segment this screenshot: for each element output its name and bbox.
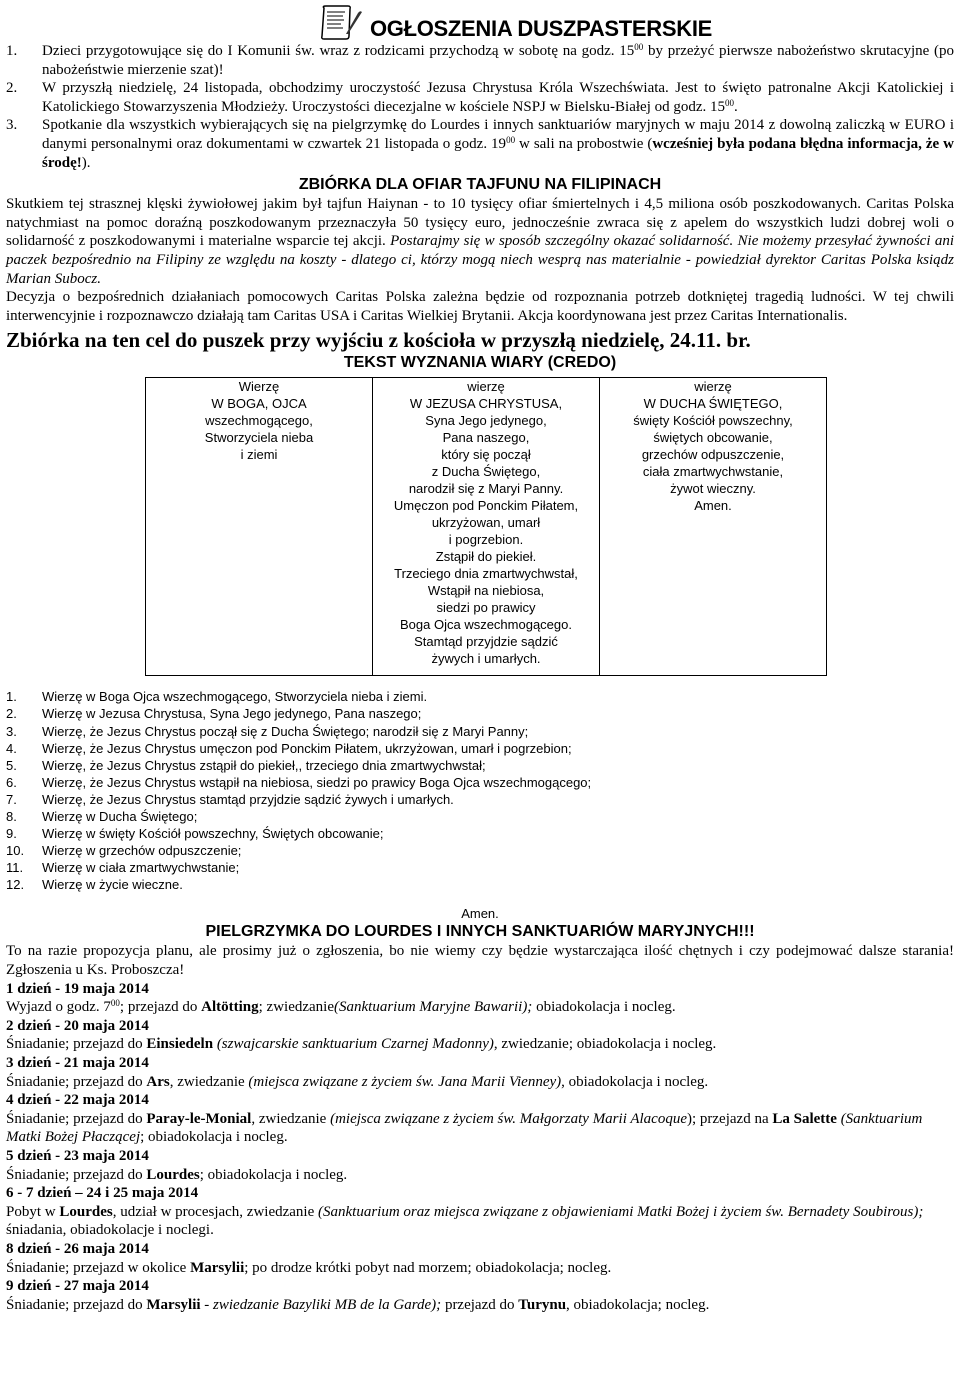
superscript: 00 <box>506 134 516 145</box>
item-text: Wierzę, że Jezus Chrystus umęczon pod Ponckim Piłatem, ukrzyżowan, umarł i pogrzebion; <box>42 740 572 756</box>
creed-item <box>6 859 954 876</box>
text-run: (Sanktuarium oraz miejsca związane z objawieniami Matki Bożej i życiem św. Bernadety Soubirous); <box>318 1203 924 1220</box>
item-text: Wierzę w grzechów odpuszczenie; <box>42 843 242 859</box>
credo-line: wierzę <box>467 379 505 395</box>
credo-column <box>600 378 827 676</box>
superscript: 00 <box>725 97 735 108</box>
text-run: obiadokolacja i nocleg. <box>532 999 676 1016</box>
credo-line: Wierzę <box>238 379 280 395</box>
text-run: , obiadokolacja i nocleg. <box>561 1073 709 1090</box>
text-run: Pobyt w <box>6 1203 60 1220</box>
day-description <box>6 998 954 1017</box>
day-description <box>6 1073 954 1092</box>
day-title: 1 dzień - 19 maja 2014 <box>6 980 149 997</box>
day-description <box>6 1035 954 1054</box>
credo-line: Stamtąd przyjdzie sądzić <box>414 634 558 650</box>
text-run: ; zwiedzanie <box>258 999 334 1016</box>
credo-line: Stworzyciela nieba <box>204 430 314 446</box>
itinerary <box>6 980 954 1315</box>
item-text: Wierzę w Ducha Świętego; <box>42 808 198 824</box>
text-run: Śniadanie; przejazd do <box>6 1036 147 1053</box>
credo-line: Wstąpił na niebiosa, <box>427 583 545 599</box>
day-title: 9 dzień - 27 maja 2014 <box>6 1278 149 1295</box>
item-text: Wierzę, że Jezus Chrystus stamtąd przyjdzie sądzić żywych i umarłych. <box>42 791 454 807</box>
announcements-list <box>6 42 954 172</box>
text-run: (miejsca związane z życiem św. Małgorzaty Marii Alacoque <box>330 1110 687 1127</box>
credo-line: Umęczon pod Ponckim Piłatem, <box>393 498 579 514</box>
item-number: 3. <box>6 117 18 134</box>
text-run: Śniadanie; przejazd do <box>6 1073 147 1090</box>
day-description <box>6 1110 954 1147</box>
day-title: 5 dzień - 23 maja 2014 <box>6 1147 149 1164</box>
item-text: Wierzę w święty Kościół powszechny, Świętych obcowanie; <box>42 826 384 842</box>
creed-item <box>6 723 954 740</box>
text-run: Marsylii <box>190 1259 245 1276</box>
text-run: Śniadanie; przejazd do <box>6 1296 147 1313</box>
credo-line: świętych obcowanie, <box>653 430 773 446</box>
day-description <box>6 1259 954 1278</box>
credo-column <box>146 378 373 676</box>
item-number: 11. <box>6 860 24 876</box>
credo-line: i ziemi <box>240 447 278 463</box>
superscript: 00 <box>634 42 644 52</box>
credo-line: który się począł <box>441 447 531 463</box>
creed-item <box>6 791 954 808</box>
credo-line: z Ducha Świętego, <box>431 464 541 480</box>
text-run: Turynu <box>518 1296 567 1313</box>
text-run: . <box>734 98 738 115</box>
item-number: 1. <box>6 689 17 705</box>
typhoon-heading: ZBIÓRKA DLA OFIAR TAJFUNU NA FILIPINACH <box>298 176 662 194</box>
day-title: 3 dzień - 21 maja 2014 <box>6 1055 149 1071</box>
text-run: , zwiedzanie; obiadokolacja i nocleg. <box>493 1036 717 1053</box>
creed-item <box>6 876 954 893</box>
announcement-item <box>6 42 954 79</box>
text-run: W przyszłą niedzielę, 24 listopada, obchodzimy uroczystość Jezusa Chrystusa Króla Wszechświata. Jest to święto patronalne Akcji Katolickiej i Katolickiego Stowarzyszenia Młodzieży. Uroczystości diecezjalne w kościele NSPJ w Bielsku-Białej od godz. 15 <box>42 80 954 115</box>
credo-line: ciała zmartwychwstanie, <box>642 464 784 480</box>
page-title: OGŁOSZENIA DUSZPASTERSKIE <box>369 16 713 41</box>
text-run: Skutkiem tej strasznej klęski żywiołowej jakim był tajfun Haiynan - to 10 tysięcy ofiar śmiertelnych i 4,5 miliona osób poszkodowanych. Caritas Polska natychmiast na pomoc doraźną poszkodowanym przeznaczyła 50 tysięcy euro, jednocześnie zwraca się z apelem do wszystkich ludzi dobrej woli o solidarność z poszkodowanymi i materialne wsparcie tej akcji. <box>6 196 954 250</box>
day-title: 8 dzień - 26 maja 2014 <box>6 1240 149 1257</box>
credo-line: Trzeciego dnia zmartwychwstał, <box>394 566 578 582</box>
credo-line: wierzę <box>694 379 732 395</box>
item-number: 3. <box>6 723 17 739</box>
creed-item <box>6 825 954 842</box>
creed-item <box>6 808 954 825</box>
text-run: ; obiadokolacja i nocleg. <box>140 1129 288 1146</box>
item-number: 7. <box>6 791 17 807</box>
credo-column <box>373 378 600 676</box>
credo-heading: TEKST WYZNANIA WIARY (CREDO) <box>343 354 617 372</box>
credo-line: W JEZUSA CHRYSTUSA, <box>409 396 563 412</box>
item-number: 6. <box>6 774 17 790</box>
text-run: La Salette <box>772 1110 837 1127</box>
item-text: Wierzę, że Jezus Chrystus zstąpił do piekieł,, trzeciego dnia zmartwychwstał; <box>42 757 486 773</box>
collection-notice: Zbiórka na ten cel do puszek przy wyjściu z kościoła w przyszłą niedzielę, 24.11. br. <box>6 328 751 353</box>
creed-item <box>6 740 954 757</box>
credo-line: narodził się z Maryi Panny. <box>408 481 564 497</box>
announcement-item <box>6 79 954 116</box>
pilgrimage-heading: PIELGRZYMKA DO LOURDES I INNYCH SANKTUARIÓW MARYJNYCH!!! <box>205 923 755 941</box>
pilgrimage-intro: To na razie propozycja planu, ale prosimy już o zgłoszenia, bo nie wiemy czy będzie wystarczająca ilość chętnych i czy podejmować dalsze starania! Zgłoszenia u Ks. Proboszcza! <box>6 943 954 979</box>
credo-line: i pogrzebion. <box>448 532 524 548</box>
credo-line: Boga Ojca wszechmogącego. <box>400 617 572 633</box>
text-run: Postarajmy się w sposób szczególny okazać solidarność. Nie możemy przesyłać żywności ani paczek bezpośrednio na Filipiny ze względu na koszty - dlatego ci, którzy mogą niech wesprą nas materialnie - powiedział dyrektor Caritas Polska ksiądz Marian Subocz. <box>6 233 954 287</box>
credo-line: żywych i umarłych. <box>431 651 541 667</box>
text-run: Marsylii <box>146 1296 201 1313</box>
item-number: 2. <box>6 706 17 722</box>
text-run: - <box>200 1296 214 1313</box>
text-run: śniadania, obiadokolacje i noclegi. <box>6 1222 214 1239</box>
credo-line: Zstąpił do piekieł. <box>435 549 537 565</box>
item-number: 8. <box>6 808 17 824</box>
day-title: 2 dzień - 20 maja 2014 <box>6 1017 149 1034</box>
text-run: Śniadanie; przejazd do <box>6 1110 147 1127</box>
text-run: ). <box>81 154 91 171</box>
day-description <box>6 1296 954 1315</box>
creed-list <box>6 688 954 893</box>
text-run: (miejsca związane z życiem św. Jana Marii Vienney) <box>248 1073 562 1090</box>
text-run: Lourdes <box>59 1203 113 1220</box>
day-title: 6 - 7 dzień – 24 i 25 maja 2014 <box>6 1185 199 1202</box>
item-text: Wierzę w życie wieczne. <box>42 877 183 893</box>
credo-line: Syna Jego jedynego, <box>425 413 547 429</box>
text-run: zwiedzanie Bazyliki MB de la Garde); <box>213 1296 442 1313</box>
credo-line: ukrzyżowan, umarł <box>431 515 541 531</box>
text-run: wcześniej była podana błędna informacja, że w środę! <box>42 135 955 171</box>
item-text: Wierzę w Jezusa Chrystusa, Syna Jego jedynego, Pana naszego; <box>42 706 422 722</box>
day-description <box>6 1203 954 1240</box>
creed-item <box>6 757 954 774</box>
item-number: 1. <box>6 43 18 59</box>
text-run: przejazd do <box>441 1296 519 1313</box>
credo-line: żywot wieczny. <box>670 481 756 497</box>
text-run: ; obiadokolacja i nocleg. <box>199 1166 348 1183</box>
item-number: 5. <box>6 757 17 773</box>
text-run: Dzieci przygotowujące się do I Komunii św. wraz z rodzicami przychodzą w sobotę na godz. 15 <box>42 43 635 59</box>
creed-item <box>6 688 954 705</box>
item-number: 12. <box>6 877 25 893</box>
text-run: , obiadokolacja; nocleg. <box>566 1296 710 1313</box>
credo-line: Amen. <box>694 498 732 514</box>
item-text: Wierzę, że Jezus Chrystus począł się z Ducha Świętego; narodził się z Maryi Panny; <box>42 723 529 739</box>
text-run: ; po drodze krótki pobyt nad morzem; obiadokolacja; nocleg. <box>244 1259 612 1276</box>
text-run: by przeżyć pierwsze nabożeństwo skrutacyjne (po nabożeństwie mierzenie szat)! <box>42 43 954 78</box>
creed-item <box>6 705 954 722</box>
text-run: , udział w procesjach, zwiedzanie <box>112 1203 319 1220</box>
typhoon-paragraph-1 <box>6 195 954 288</box>
text-run: Einsiedeln <box>146 1036 214 1053</box>
amen-text: Amen. <box>461 906 499 922</box>
text-run: Wyjazd o godz. 7 <box>6 999 111 1016</box>
credo-line: Pana naszego, <box>442 430 530 446</box>
item-text <box>42 42 954 79</box>
item-text: Wierzę, że Jezus Chrystus wstąpił na niebiosa, siedzi po prawicy Boga Ojca wszechmogącego; <box>42 774 592 790</box>
credo-table <box>145 377 827 676</box>
item-text <box>42 79 954 116</box>
text-run: ; przejazd do <box>119 999 202 1016</box>
text-run: , zwiedzanie <box>251 1110 331 1127</box>
credo-line: W DUCHA ŚWIĘTEGO, <box>643 396 783 412</box>
text-run: (Sanktuarium Matki Bożej Płaczącej <box>6 1110 923 1146</box>
text-run: Altötting <box>201 999 259 1016</box>
item-number: 2. <box>6 80 18 97</box>
day-title: 4 dzień - 22 maja 2014 <box>6 1092 149 1109</box>
text-run: Spotkanie dla wszystkich wybierających się na pielgrzymkę do Lourdes i innych sanktuariów maryjnych w maju 2014 z dowolną zaliczką w EURO i danymi personalnymi oraz dokumentami w czwartek 21 listopada o godz. 19 <box>42 117 954 152</box>
item-number: 10. <box>6 843 25 859</box>
creed-item <box>6 774 954 791</box>
item-text <box>42 116 954 172</box>
text-run: Śniadanie; przejazd do <box>6 1166 147 1183</box>
creed-item <box>6 842 954 859</box>
text-run: (Sanktuarium Maryjne Bawarii); <box>334 999 533 1016</box>
typhoon-paragraph-2: Decyzja o bezpośrednich działaniach pomocowych Caritas Polska zależna będzie od rozpoznania potrzeb dotkniętej tragedią ludności. W tej chwili interwencyjnie i rozpoznawczo działają tam Caritas USA i Caritas Wielkiej Brytanii. Akcja koordynowana jest przez Caritas Internationalis. <box>6 289 954 324</box>
item-number: 9. <box>6 826 17 842</box>
credo-line: święty Kościół powszechny, <box>633 413 793 429</box>
text-run: (szwajcarskie sanktuarium Czarnej Madonny) <box>216 1036 494 1053</box>
item-number: 4. <box>6 740 17 756</box>
text-run: w sali na probostwie ( <box>515 135 653 152</box>
day-description <box>6 1166 954 1185</box>
text-run: Paray-le-Monial <box>146 1110 252 1127</box>
text-run: Śniadanie; przejazd w okolice <box>6 1259 191 1276</box>
superscript: 00 <box>110 998 120 1009</box>
text-run: , zwiedzanie <box>169 1073 249 1090</box>
credo-line: grzechów odpuszczenie, <box>641 447 785 463</box>
item-text: Wierzę w Boga Ojca wszechmogącego, Stworzyciela nieba i ziemi. <box>42 689 428 705</box>
item-text: Wierzę w ciała zmartwychwstanie; <box>42 860 240 876</box>
credo-line: siedzi po prawicy <box>436 600 536 616</box>
text-run: Lourdes <box>146 1166 200 1183</box>
announcement-item <box>6 116 954 172</box>
scroll-quill-icon <box>318 4 364 42</box>
credo-line: wszechmogącego, <box>205 413 313 429</box>
header <box>76 0 954 42</box>
text-run: ); przejazd na <box>686 1110 773 1127</box>
text-run: Ars <box>146 1073 170 1090</box>
credo-line: W BOGA, OJCA <box>211 396 307 412</box>
